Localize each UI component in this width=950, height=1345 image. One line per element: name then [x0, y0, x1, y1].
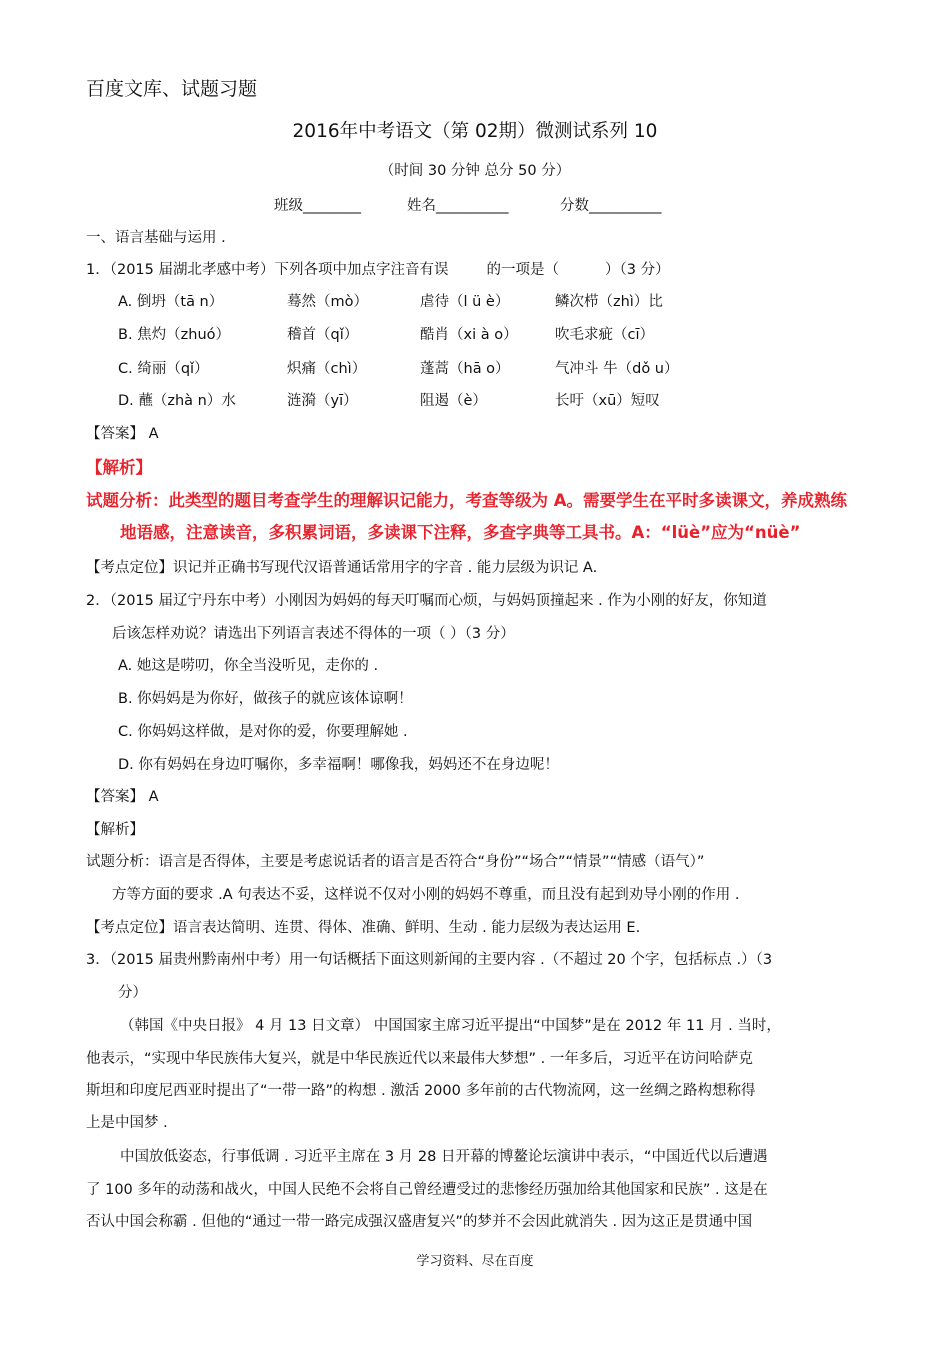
q1-option-b-1: B. 焦灼（zhuó） [118, 327, 231, 343]
q1-option-b-3: 酷肖（xi à o） [420, 327, 518, 343]
q1-stem-part-c: ）（3 分） [604, 262, 670, 278]
q1-option-d-3: 阻遏（è） [420, 393, 487, 409]
q2-point: 【考点定位】语言表达简明、连贯、得体、准确、鲜明、生动 . 能力层级为表达运用 E. [86, 920, 641, 936]
q2-option-a: A. 她这是唠叨，你全当没听见，走你的 . [118, 658, 379, 674]
q1-option-c-4: 气冲斗 牛（dǒ u） [555, 361, 679, 377]
q2-stem-line-1: 2．（2015 届辽宁丹东中考）小刚因为妈妈的每天叮嘱而心烦，与妈妈顶撞起来 . 作为小刚的好友，你知道 [86, 593, 767, 609]
q1-option-c-1: C. 绮丽（qǐ） [118, 361, 209, 377]
q1-option-a-4: 鳞次栉（zhì）比 [555, 294, 663, 310]
q1-stem-part-a: 1．（2015 届湖北孝感中考）下列各项中加点字注音有误 [86, 262, 449, 278]
q3-news-line-6: 了 100 多年的动荡和战火，中国人民绝不会将自己曾经遭受过的悲惨经历强加给其他国家和民族” . 这是在 [86, 1182, 768, 1198]
q1-option-d-4: 长吁（xū）短叹 [555, 393, 660, 409]
q1-analysis-label: 【解析】 [86, 458, 152, 477]
q3-news-line-3: 斯坦和印度尼西亚时提出了“一带一路”的构想 . 激活 2000 多年前的古代物流网，这一丝绸之路构想称得 [86, 1083, 756, 1099]
q2-option-c: C. 你妈妈这样做，是对你的爱，你要理解她 . [118, 724, 408, 740]
page-footer: 学习资料、尽在百度 [416, 1254, 534, 1269]
q1-point: 【考点定位】识记并正确书写现代汉语普通话常用字的字音 . 能力层级为识记 A. [86, 560, 598, 576]
q1-analysis-line-2: 地语感，注意读音，多积累词语，多读课下注释，多查字典等工具书。A：“lüè”应为“nüè” [120, 523, 801, 542]
q1-option-a-3: 虐待（l ü è） [420, 294, 510, 310]
q2-answer: 【答案】 A [86, 789, 159, 805]
q1-stem [86, 258, 670, 279]
q1-analysis-line-1: 试题分析：此类型的题目考查学生的理解识记能力，考查等级为 A。需要学生在平时多读课文，养成熟练 [86, 491, 848, 510]
q1-option-d-1: D. 蘸（zhà n）水 [118, 393, 236, 409]
class-field: 班级________ [274, 198, 361, 214]
document-header: 百度文库、试题习题 [86, 78, 258, 100]
q3-news-line-1: （韩国《中央日报》 4 月 13 日文章） 中国国家主席习近平提出“中国梦”是在 2012 年 11 月 . 当时， [120, 1018, 781, 1034]
q3-stem-line-2: 分） [118, 985, 147, 1001]
document-subtitle: （时间 30 分钟 总分 50 分） [379, 163, 571, 179]
q3-stem-line-1: 3．（2015 届贵州黔南州中考）用一句话概括下面这则新闻的主要内容 .（不超过 20 个字，包括标点 .）（3 [86, 952, 773, 968]
section-heading: 一、语言基础与运用 . [86, 230, 226, 246]
q2-analysis-label: 【解析】 [86, 822, 144, 838]
q1-option-d-2: 涟漪（yī） [287, 393, 358, 409]
q2-option-b: B. 你妈妈是为你好，做孩子的就应该体谅啊！ [118, 691, 413, 707]
q2-stem-line-2: 后该怎样劝说？请选出下列语言表述不得体的一项（ ）（3 分） [112, 626, 515, 642]
q1-option-a-2: 蓦然（mò） [287, 294, 368, 310]
document-title: 2016年中考语文（第 02期）微测试系列 10 [292, 121, 658, 142]
q2-analysis-line-2: 方等方面的要求 .A 句表达不妥，这样说不仅对小刚的妈妈不尊重，而且没有起到劝导小刚的作用 . [112, 887, 740, 903]
q1-answer: 【答案】 A [86, 426, 159, 442]
q1-option-a-1: A. 倒坍（tā n） [118, 294, 224, 310]
q3-news-line-7: 否认中国会称霸 . 但他的“通过一带一路完成强汉盛唐复兴”的梦并不会因此就消失 . 因为这正是贯通中国 [86, 1214, 753, 1230]
q1-option-b-4: 吹毛求疵（cī） [555, 327, 655, 343]
q1-option-b-2: 稽首（qǐ） [287, 327, 359, 343]
q1-stem-part-b: 的一项是（ [486, 262, 559, 278]
q3-news-line-4: 上是中国梦 . [86, 1115, 168, 1131]
score-field: 分数__________ [560, 198, 662, 214]
q1-option-c-2: 炽痛（chì） [287, 361, 367, 377]
q2-analysis-line-1: 试题分析：语言是否得体，主要是考虑说话者的语言是否符合“身份”“场合”“情景”“情感（语气）” [86, 854, 705, 870]
q2-option-d: D. 你有妈妈在身边叮嘱你，多幸福啊！哪像我，妈妈还不在身边呢！ [118, 757, 559, 773]
q1-option-c-3: 蓬蒿（hā o） [420, 361, 510, 377]
q3-news-line-5: 中国放低姿态，行事低调 . 习近平主席在 3 月 28 日开幕的博鳌论坛演讲中表示，“中国近代以后遭遇 [120, 1149, 768, 1165]
q3-news-line-2: 他表示，“实现中华民族伟大复兴，就是中华民族近代以来最伟大梦想” . 一年多后，习近平在访问哈萨克 [86, 1051, 753, 1067]
name-field: 姓名__________ [407, 198, 509, 214]
